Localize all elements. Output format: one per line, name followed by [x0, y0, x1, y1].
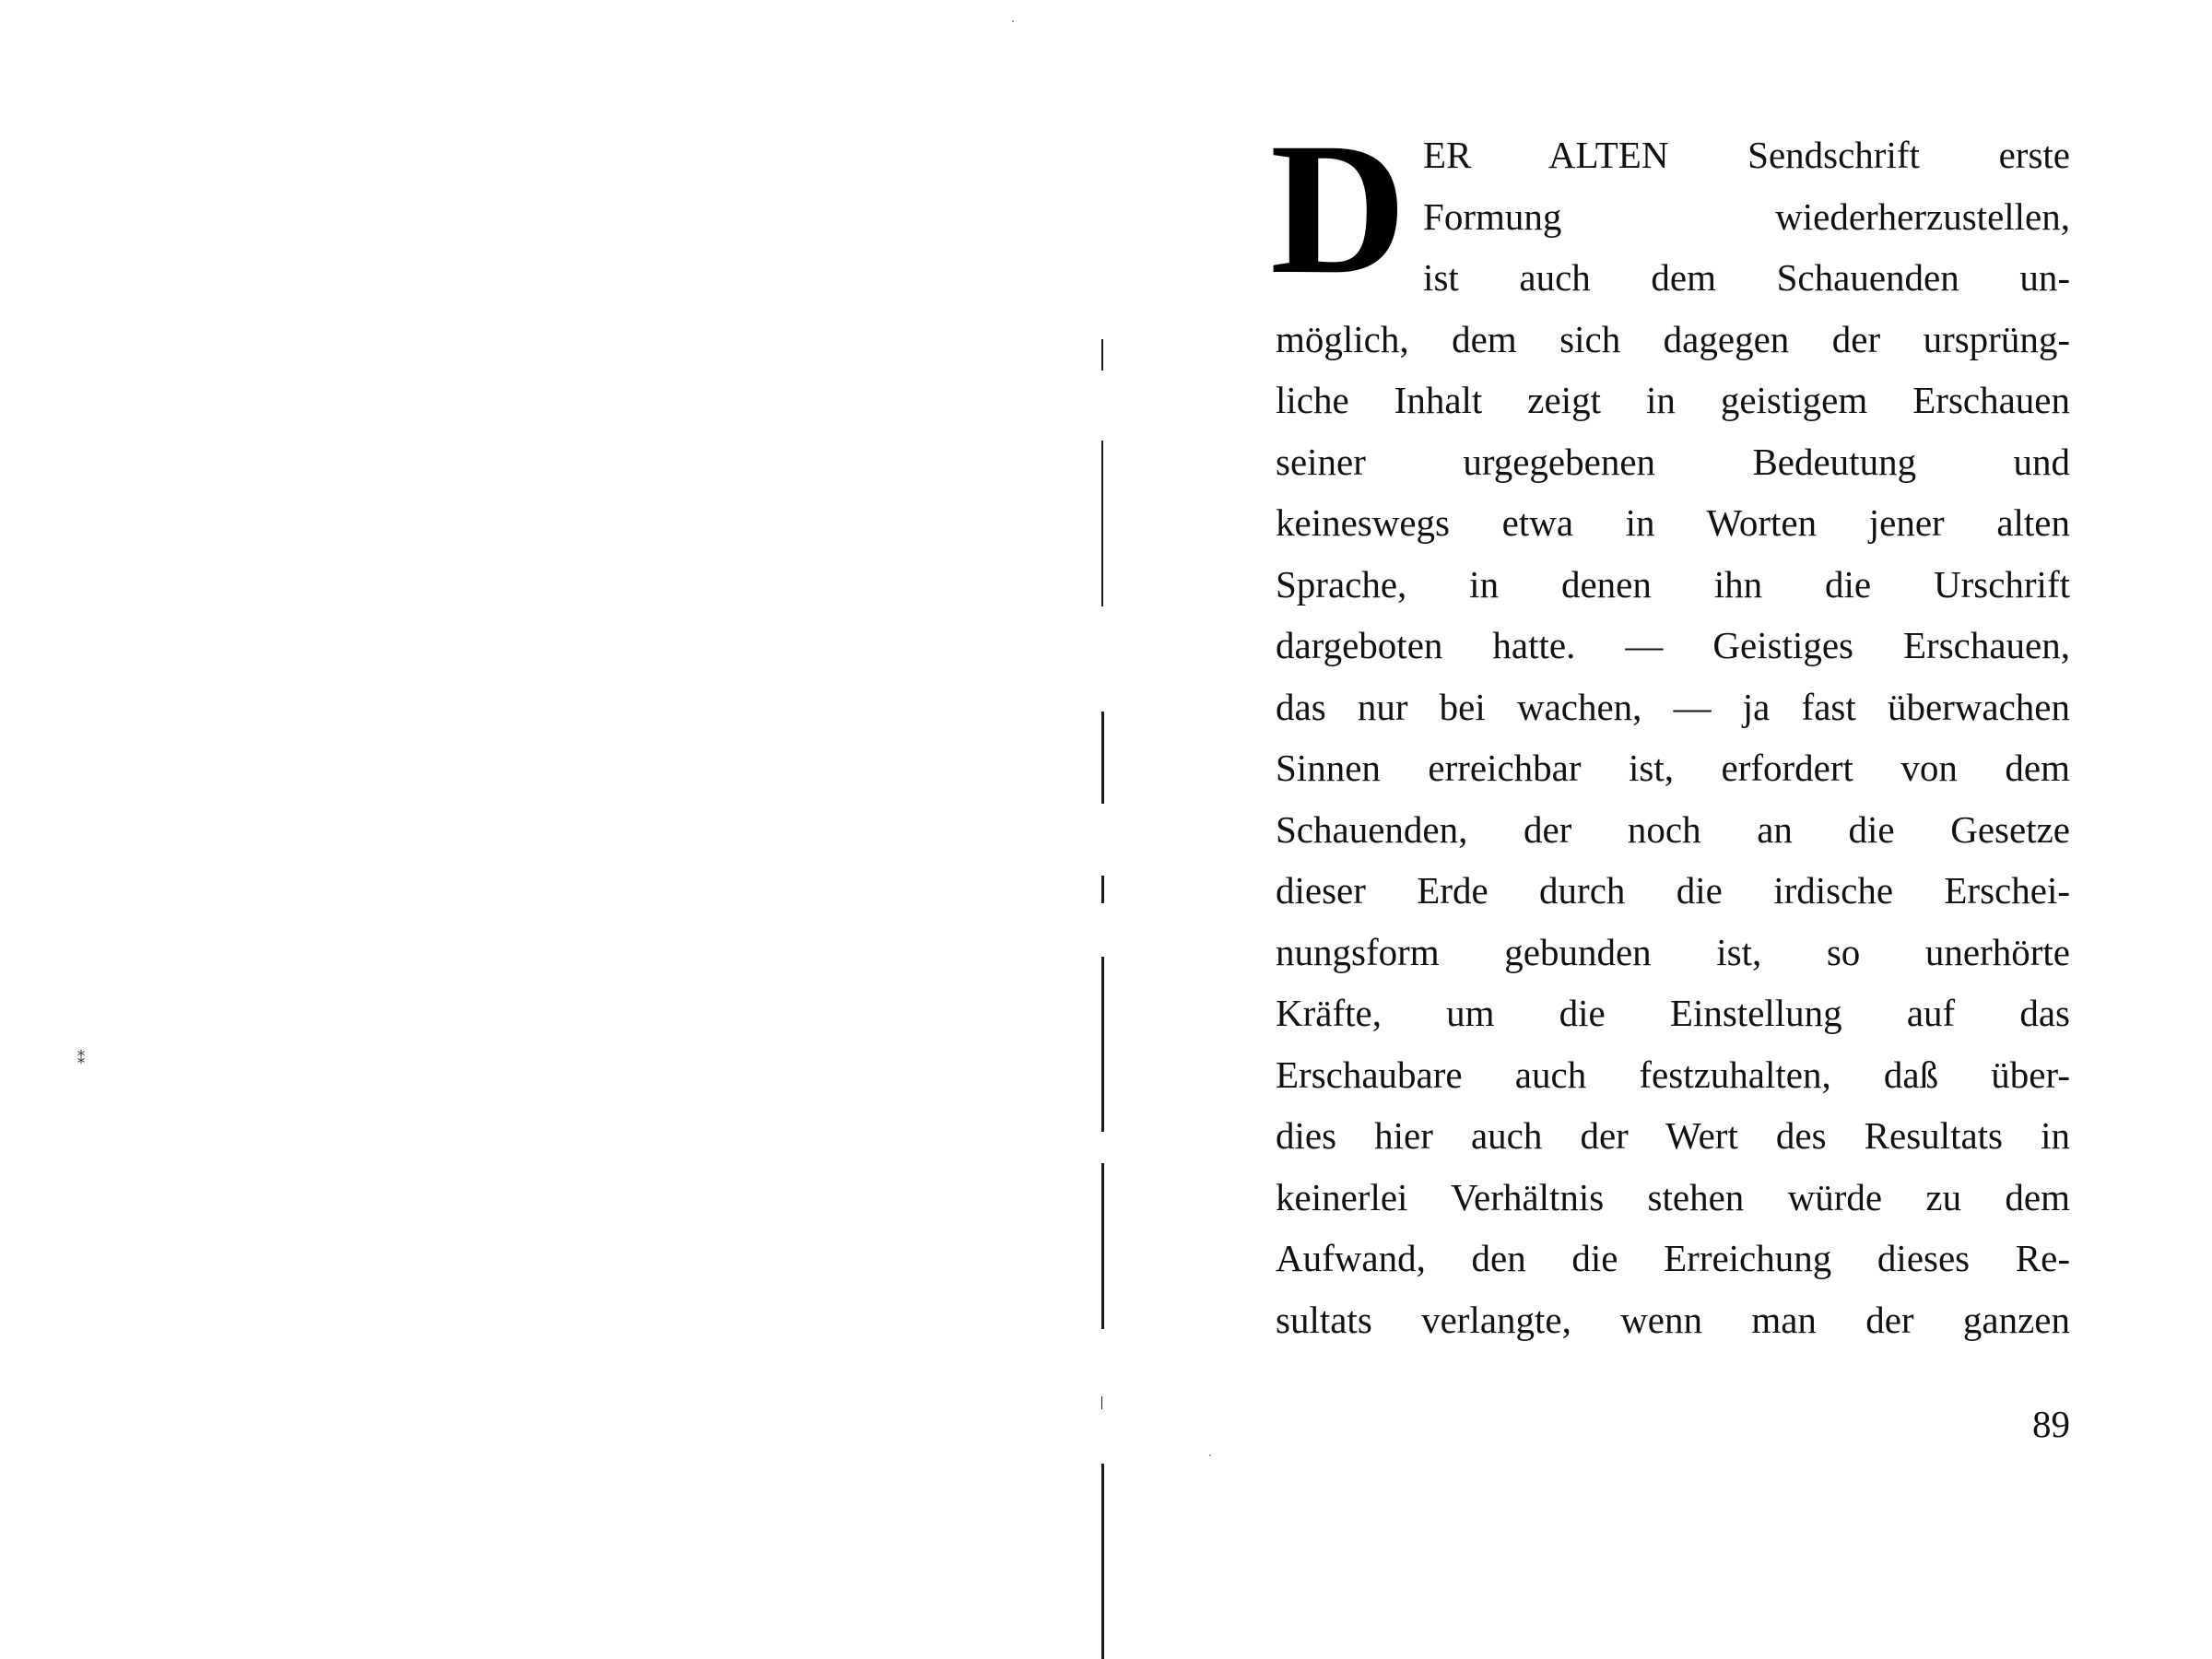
left-page-blank	[0, 0, 1097, 1659]
gutter-line	[1101, 712, 1104, 804]
paper-dust	[1012, 20, 1014, 22]
body-text	[1270, 104, 2070, 1350]
text-line: möglich, dem sich dagegen der ursprüng-	[1276, 317, 2070, 360]
text-line: nungsform gebunden ist, so unerhörte	[1276, 930, 2070, 973]
text-line: dies hier auch der Wert des Resultats in	[1276, 1114, 2070, 1157]
text-line: das nur bei wachen, — ja fast überwachen	[1276, 685, 2070, 728]
text-line: keineswegs etwa in Worten jener alten	[1276, 501, 2070, 544]
text-line: liche Inhalt zeigt in geistigem Erschauen	[1276, 379, 2070, 421]
text-line: seiner urgegebenen Bedeutung und	[1276, 440, 2070, 483]
text-line: dieser Erde durch die irdische Erschei-	[1276, 869, 2070, 912]
text-line: Sinnen erreichbar ist, erfordert von dem	[1276, 747, 2070, 789]
page-number: 89	[2032, 1403, 2070, 1445]
text-line: Erschaubare auch festzuhalten, daß über-	[1276, 1053, 2070, 1096]
text-line: ist auch dem Schauenden un-	[1423, 256, 2070, 299]
gutter-line	[1101, 957, 1104, 1132]
paper-speck-icon: ⁑	[77, 1052, 85, 1067]
text-line: Sprache, in denen ihn die Urschrift	[1276, 562, 2070, 606]
gutter-line	[1101, 441, 1103, 606]
gutter-line	[1101, 1464, 1104, 1659]
gutter-line	[1101, 876, 1104, 903]
text-line: sultats verlangte, wenn man der ganzen	[1276, 1298, 2070, 1341]
gutter-line	[1101, 339, 1103, 371]
text-line: Formung wiederherzustellen,	[1423, 194, 2070, 238]
text-line: Kräfte, um die Einstellung auf das	[1276, 992, 2070, 1034]
gutter-line	[1101, 1396, 1102, 1409]
text-line: dargeboten hatte. — Geistiges Erschauen,	[1276, 624, 2070, 666]
text-line: keinerlei Verhältnis stehen würde zu dem	[1276, 1175, 2070, 1218]
gutter-line	[1101, 1163, 1104, 1329]
drop-cap: D	[1270, 104, 1407, 313]
text-line: Aufwand, den die Erreichung dieses Re-	[1276, 1237, 2070, 1279]
text-line: ER ALTEN Sendschrift erste	[1423, 134, 2070, 176]
text-line: Schauenden, der noch an die Gesetze	[1276, 807, 2070, 851]
